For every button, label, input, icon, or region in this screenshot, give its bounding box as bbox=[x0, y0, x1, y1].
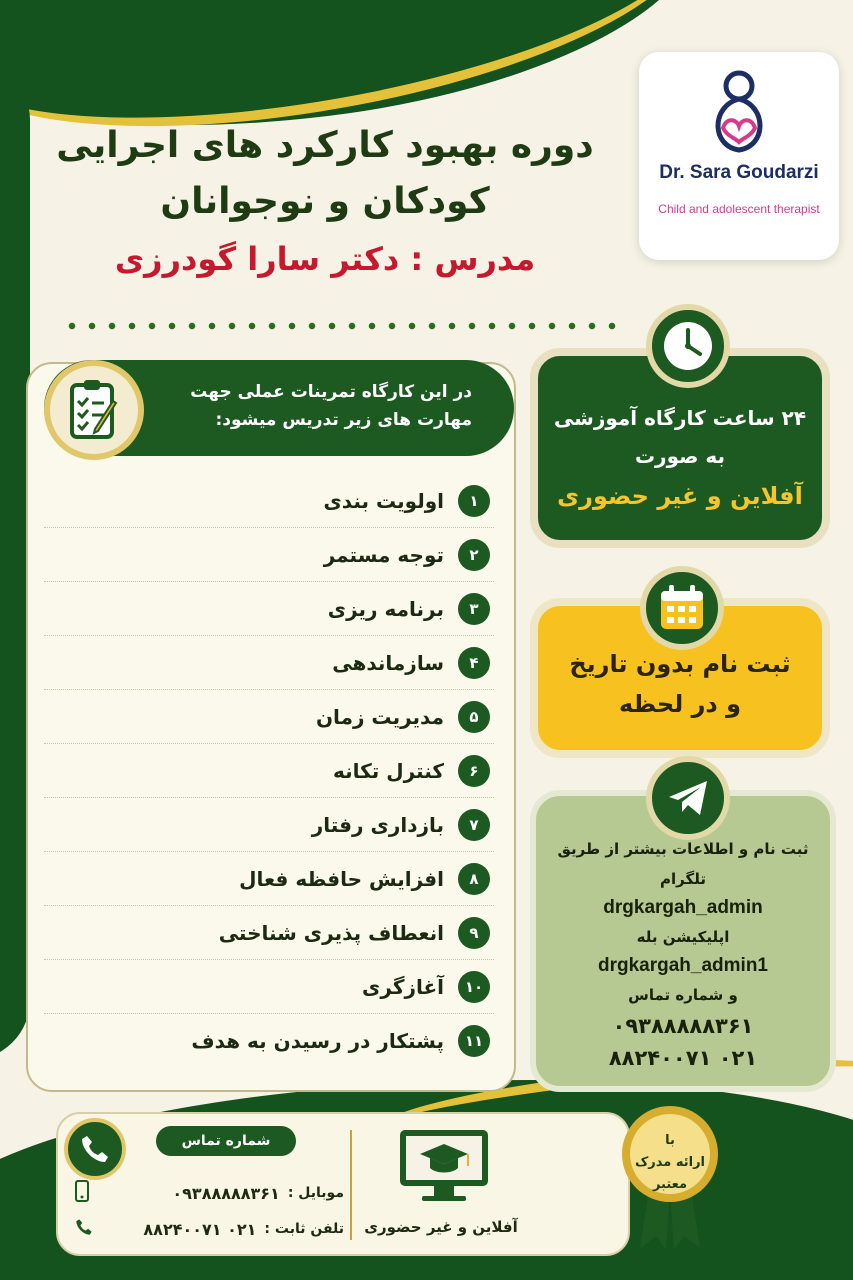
item-number: ۴ bbox=[458, 647, 490, 679]
footer-contact-title: شماره تماس bbox=[156, 1126, 296, 1156]
skill-label: افزایش حافظه فعال bbox=[239, 866, 444, 891]
list-item bbox=[44, 960, 494, 1014]
item-number: ۱۱ bbox=[458, 1025, 490, 1057]
list-item bbox=[44, 690, 494, 744]
calendar-icon bbox=[640, 566, 724, 650]
registration-line1: ثبت نام بدون تاریخ bbox=[569, 650, 791, 678]
landline-value[interactable]: ۰۲۱ ۸۸۲۴۰۰۷۱ bbox=[143, 1219, 257, 1239]
list-item bbox=[44, 582, 494, 636]
list-item bbox=[44, 474, 494, 528]
list-item bbox=[44, 1014, 494, 1068]
item-number: ۱۰ bbox=[458, 971, 490, 1003]
skill-label: آغازگری bbox=[362, 974, 444, 999]
item-number: ۵ bbox=[458, 701, 490, 733]
skill-label: انعطاف پذیری شناختی bbox=[218, 920, 444, 945]
skill-label: مدیریت زمان bbox=[315, 704, 444, 729]
contact-phone-landline[interactable]: ۰۲۱ ۸۸۲۴۰۰۷۱ bbox=[608, 1046, 758, 1070]
hours-line2: به صورت bbox=[634, 444, 726, 468]
badge-line2: ارائه مدرک bbox=[634, 1155, 706, 1170]
skill-label: اولویت بندی bbox=[323, 488, 444, 513]
clock-icon bbox=[646, 304, 730, 388]
skill-label: پشتکار در رسیدن به هدف bbox=[191, 1029, 444, 1053]
contact-line4: و شماره تماس bbox=[628, 986, 738, 1004]
logo-mark-icon bbox=[697, 66, 781, 158]
skill-label: کنترل تکانه bbox=[332, 758, 444, 783]
title-block bbox=[20, 118, 630, 278]
contact-phone-mobile[interactable]: ۰۹۳۸۸۸۸۸۳۶۱ bbox=[612, 1014, 754, 1038]
list-item bbox=[44, 906, 494, 960]
dotted-divider bbox=[62, 322, 622, 330]
item-number: ۲ bbox=[458, 539, 490, 571]
mobile-value[interactable]: ۰۹۳۸۸۸۸۸۳۶۱ bbox=[172, 1183, 280, 1203]
hours-line1: ۲۴ ساعت کارگاه آموزشی bbox=[553, 406, 807, 430]
contact-line2: تلگرام bbox=[660, 870, 706, 888]
footer-mobile-row bbox=[74, 1178, 344, 1208]
list-item bbox=[44, 636, 494, 690]
telegram-id[interactable]: drgkargah_admin bbox=[603, 897, 763, 918]
page-subtitle: کودکان و نوجوانان bbox=[160, 181, 490, 222]
registration-line2: و در لحظه bbox=[618, 690, 741, 718]
skills-list bbox=[44, 474, 494, 1068]
list-item bbox=[44, 528, 494, 582]
skill-label: برنامه ریزی bbox=[327, 596, 444, 621]
online-course-icon bbox=[394, 1126, 494, 1206]
item-number: ۷ bbox=[458, 809, 490, 841]
item-number: ۶ bbox=[458, 755, 490, 787]
skills-intro-line1: در این کارگاه تمرینات عملی جهت bbox=[190, 382, 472, 402]
item-number: ۱ bbox=[458, 485, 490, 517]
landline-label: تلفن ثابت : bbox=[264, 1221, 344, 1237]
footer-landline-row bbox=[74, 1214, 344, 1244]
contact-line3: اپلیکیشن بله bbox=[636, 928, 730, 946]
list-item bbox=[44, 744, 494, 798]
mobile-label: موبایل : bbox=[287, 1185, 344, 1201]
logo-name: Dr. Sara Goudarzi bbox=[659, 162, 819, 183]
badge-line3: معتبر bbox=[652, 1177, 688, 1192]
item-number: ۳ bbox=[458, 593, 490, 625]
item-number: ۹ bbox=[458, 917, 490, 949]
certificate-badge-text bbox=[622, 1130, 718, 1196]
logo-subtitle: Child and adolescent therapist bbox=[658, 202, 820, 216]
bale-id[interactable]: drgkargah_admin1 bbox=[598, 955, 768, 976]
skill-label: سازماندهی bbox=[332, 650, 444, 675]
skill-label: بازداری رفتار bbox=[311, 812, 444, 837]
footer-mode-label: آفلاین و غیر حضوری bbox=[364, 1218, 518, 1236]
clipboard-icon bbox=[44, 360, 144, 460]
phone-icon bbox=[64, 1118, 126, 1180]
item-number: ۸ bbox=[458, 863, 490, 895]
teacher-name: مدرس : دکتر سارا گودرزی bbox=[114, 240, 536, 278]
footer-divider bbox=[350, 1130, 352, 1240]
badge-line1: با bbox=[665, 1133, 675, 1148]
hours-line3: آفلاین و غیر حضوری bbox=[557, 482, 803, 510]
list-item bbox=[44, 852, 494, 906]
mobile-phone-icon bbox=[74, 1180, 90, 1206]
landline-phone-icon bbox=[74, 1217, 94, 1241]
skills-intro-line2: مهارت های زیر تدریس میشود: bbox=[215, 410, 472, 430]
telegram-icon bbox=[646, 756, 730, 840]
contact-line1: ثبت نام و اطلاعات بیشتر از طریق bbox=[557, 840, 809, 858]
logo-card bbox=[639, 52, 839, 260]
list-item bbox=[44, 798, 494, 852]
skill-label: توجه مستمر bbox=[323, 542, 444, 567]
page-title: دوره بهبود کارکرد های اجرایی bbox=[56, 125, 594, 166]
